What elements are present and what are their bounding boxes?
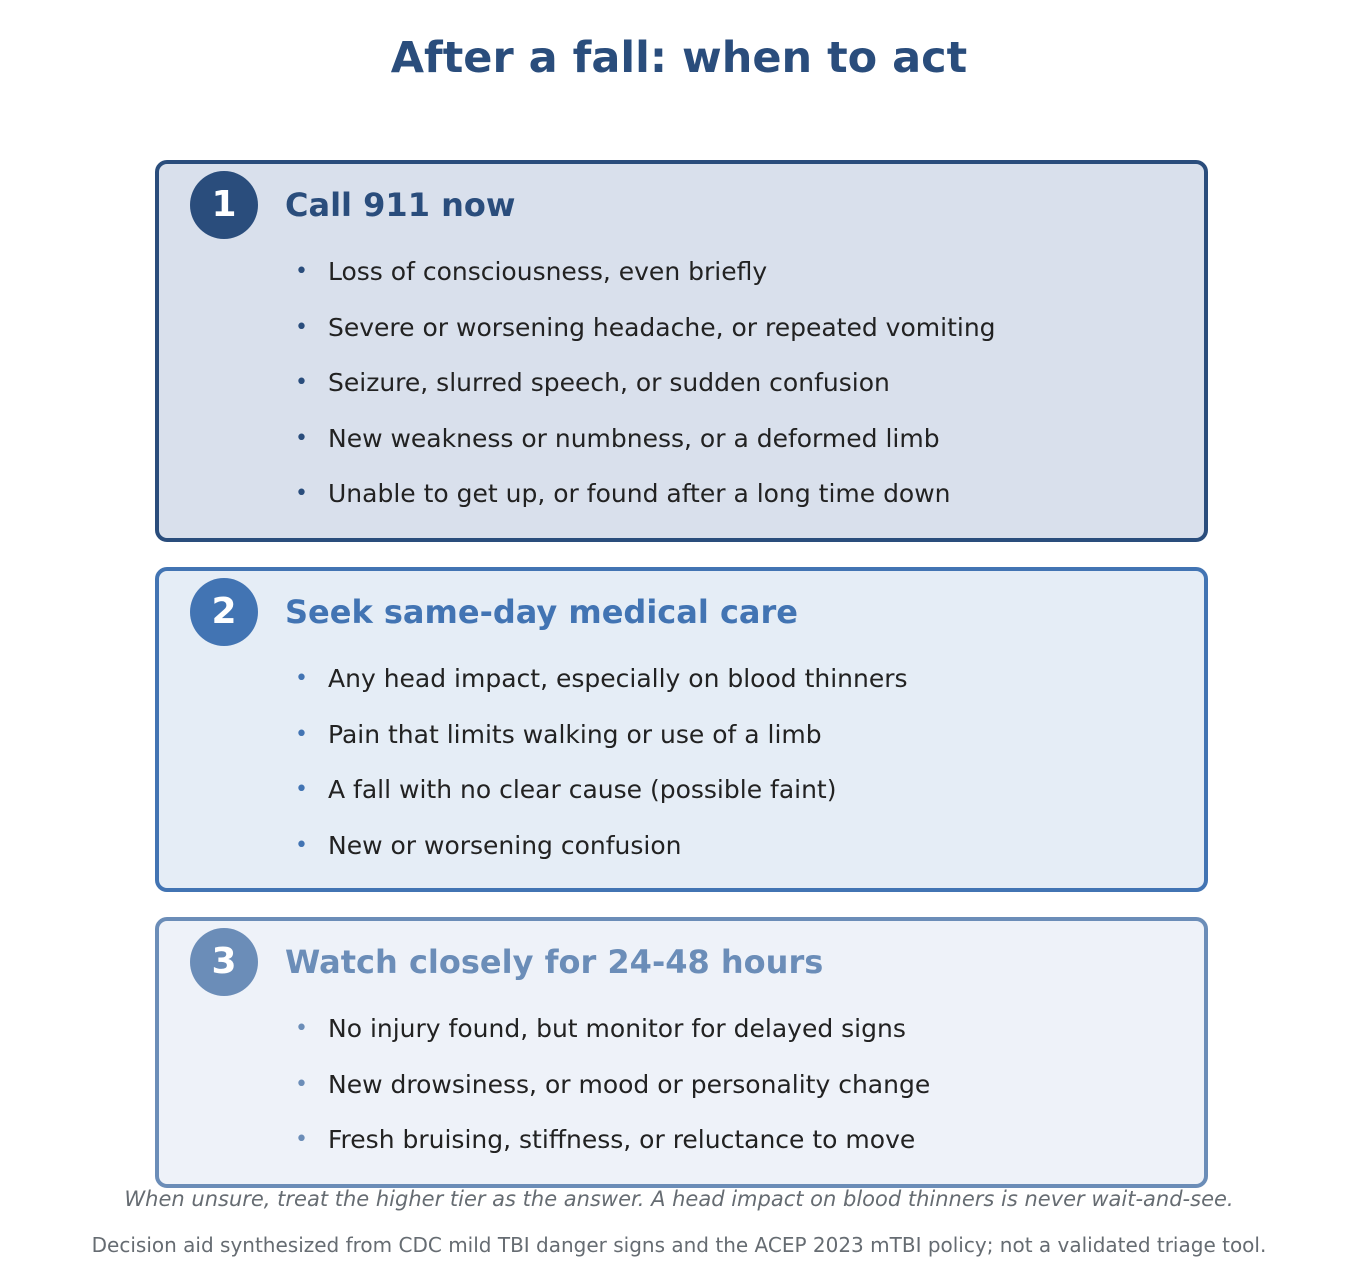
tier-number-badge: 3 [190,928,258,996]
tier-heading: Seek same-day medical care [285,593,798,631]
tier-heading: Watch closely for 24-48 hours [285,943,824,981]
tier-card-watch-closely [155,917,1208,1188]
bullet-icon: • [295,259,308,284]
bullet-icon: • [295,1127,308,1152]
warning-sign-text: Fresh bruising, stiffness, or reluctance to move [328,1125,916,1154]
warning-sign-text: A fall with no clear cause (possible faint) [328,775,837,804]
page-title: After a fall: when to act [390,33,968,83]
caveat-note: When unsure, treat the higher tier as the answer. A head impact on blood thinners is never wait-and-see. [124,1187,1234,1211]
bullet-icon: • [295,1071,308,1097]
bullet-icon: • [295,481,308,506]
warning-sign-text: New weakness or numbness, or a deformed limb [328,423,940,453]
warning-sign-text: New or worsening confusion [328,830,682,860]
bullet-icon: • [295,666,308,691]
bullet-icon: • [295,370,308,395]
tier-number-badge: 1 [190,171,258,239]
warning-sign-text: Severe or worsening headache, or repeated vomiting [328,312,996,342]
bullet-icon: • [295,832,308,858]
tier-number-badge: 2 [190,578,258,646]
warning-sign-text: Any head impact, especially on blood thinners [328,664,908,693]
bullet-icon: • [295,425,308,451]
bullet-icon: • [295,777,308,802]
bullet-icon: • [295,721,308,747]
warning-sign-text: No injury found, but monitor for delayed signs [328,1014,906,1043]
warning-sign-text: New drowsiness, or mood or personality change [328,1069,931,1099]
tier-card-call-911 [155,160,1208,542]
warning-sign-text: Unable to get up, or found after a long time down [328,479,951,508]
source-note: Decision aid synthesized from CDC mild TBI danger signs and the ACEP 2023 mTBI policy; not a validated triage tool. [91,1233,1267,1257]
tier-card-same-day-care [155,567,1208,892]
warning-sign-text: Pain that limits walking or use of a limb [328,719,822,749]
warning-sign-text: Loss of consciousness, even briefly [328,257,768,286]
bullet-icon: • [295,314,308,340]
bullet-icon: • [295,1016,308,1041]
tier-heading: Call 911 now [285,186,516,224]
warning-sign-text: Seizure, slurred speech, or sudden confusion [328,368,890,397]
